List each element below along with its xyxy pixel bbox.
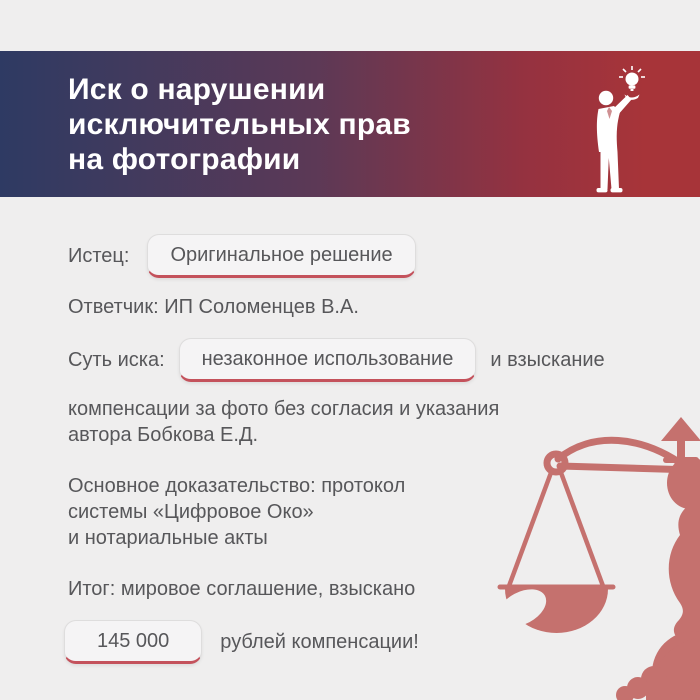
scales-of-justice-illustration (480, 415, 700, 700)
amount-suffix-text: рублей компенсации! (220, 631, 419, 653)
header-banner (0, 51, 700, 197)
page-title-line-2: исключительных прав (68, 107, 411, 141)
man-with-idea-lightbulb-icon (586, 65, 650, 197)
plaintiff-label: Истец: (68, 245, 130, 267)
page-title-line-3: на фотографии (68, 142, 301, 176)
claim-continuation (68, 396, 499, 448)
evidence-line-1: Основное доказательство: протокол (68, 475, 406, 497)
defendant-row (68, 294, 359, 320)
claim-label: Суть иска: (68, 349, 165, 371)
claim-suffix-text: и взыскание (490, 349, 605, 371)
plaintiff-row (68, 232, 416, 280)
amount-row (64, 618, 419, 666)
result-text: Итог: мировое соглашение, взыскано (68, 578, 416, 600)
evidence-line-3: и нотариальные акты (68, 527, 268, 549)
evidence-paragraph (68, 473, 405, 551)
claim-row (68, 336, 605, 384)
amount-chip: 145 000 (64, 620, 202, 664)
defendant-text: Ответчик: ИП Соломенцев В.А. (68, 296, 359, 318)
claim-continuation-line-1: компенсации за фото без согласия и указания (68, 398, 500, 420)
page-title (68, 72, 411, 177)
claim-chip: незаконное использование (179, 338, 477, 382)
claim-continuation-line-2: автора Бобкова Е.Д. (68, 424, 259, 446)
page-title-line-1: Иск о нарушении (68, 72, 326, 106)
result-row (68, 576, 415, 602)
plaintiff-chip: Оригинальное решение (147, 234, 415, 278)
evidence-line-2: системы «Цифровое Око» (68, 501, 314, 523)
